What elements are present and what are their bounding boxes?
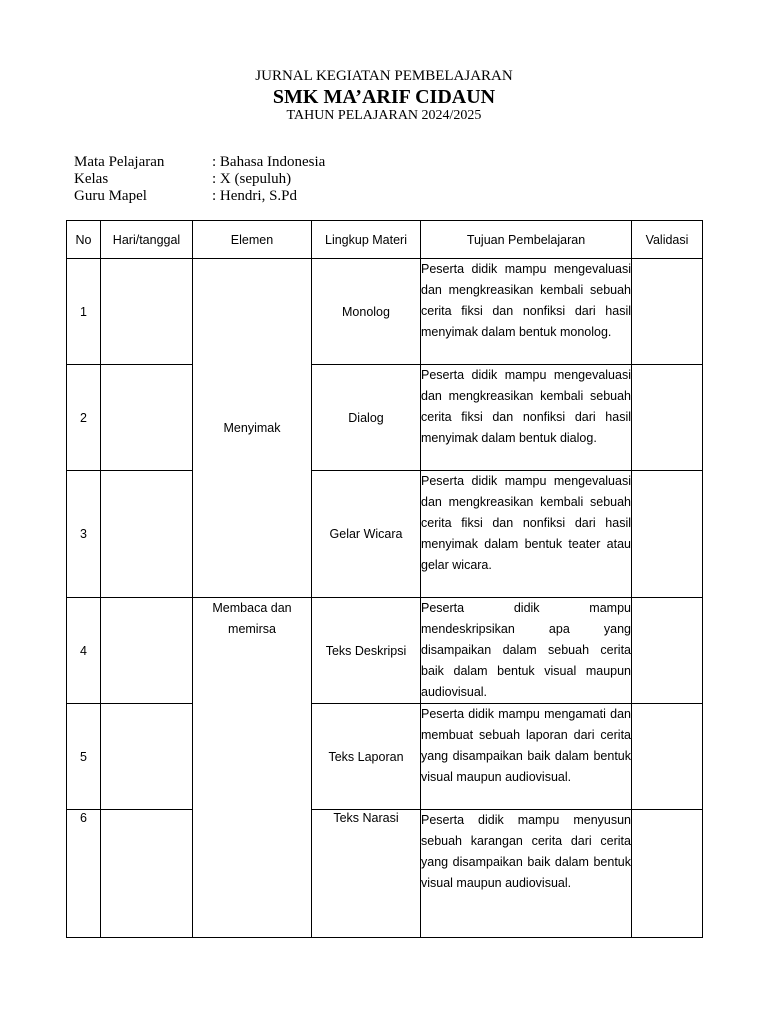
header-lingkup-materi: Lingkup Materi: [312, 221, 421, 259]
validasi-cell[interactable]: [632, 471, 703, 598]
header-elemen: Elemen: [193, 221, 312, 259]
info-row-kelas: [74, 171, 325, 188]
table-row: [67, 259, 703, 365]
row-number: 3: [67, 471, 101, 598]
kelas-label: Kelas: [74, 171, 109, 187]
table-row: [67, 471, 703, 598]
info-block: [74, 154, 325, 205]
row-number: 4: [67, 598, 101, 704]
materi-cell: Teks Laporan: [312, 704, 421, 810]
row-number: 1: [67, 259, 101, 365]
validasi-cell[interactable]: [632, 259, 703, 365]
table-row: [67, 810, 703, 938]
tujuan-cell: Peserta didik mampu mendeskripsikan apa yang disampaikan dalam sebuah cerita baik dalam bentuk visual maupun audiovisual.: [421, 598, 632, 704]
header-no: No: [67, 221, 101, 259]
row-number: 2: [67, 365, 101, 471]
materi-cell: Monolog: [312, 259, 421, 365]
mapel-value: : Bahasa Indonesia: [212, 154, 326, 170]
tujuan-cell: Peserta didik mampu mengevaluasi dan mengkreasikan kembali sebuah cerita fiksi dan nonfiksi dari hasil menyimak dalam bentuk monolog.: [421, 259, 632, 365]
hari-tanggal-cell[interactable]: [101, 810, 193, 938]
guru-label: Guru Mapel: [74, 188, 147, 204]
kelas-value: : X (sepuluh): [212, 171, 292, 187]
journal-table: [66, 220, 703, 938]
materi-cell: Teks Narasi: [312, 810, 421, 938]
tujuan-cell: Peserta didik mampu mengevaluasi dan mengkreasikan kembali sebuah cerita fiksi dan nonfiksi dari hasil menyimak dalam bentuk dialog.: [421, 365, 632, 471]
hari-tanggal-cell[interactable]: [101, 365, 193, 471]
info-row-guru: [74, 188, 325, 205]
hari-tanggal-cell[interactable]: [101, 704, 193, 810]
school-name: SMK MA’ARIF CIDAUN: [272, 86, 496, 108]
guru-value: : Hendri, S.Pd: [212, 188, 298, 204]
document-heading: JURNAL KEGIATAN PEMBELAJARAN: [255, 68, 513, 84]
elemen-cell: Membaca dan memirsa: [193, 598, 312, 938]
materi-cell: Teks Deskripsi: [312, 598, 421, 704]
tujuan-cell: Peserta didik mampu mengevaluasi dan mengkreasikan kembali sebuah cerita fiksi dan nonfiksi dari hasil menyimak dalam bentuk teater atau gelar wicara.: [421, 471, 632, 598]
table-row: [67, 704, 703, 810]
validasi-cell[interactable]: [632, 810, 703, 938]
header-hari-tanggal: Hari/tanggal: [101, 221, 193, 259]
materi-cell: Gelar Wicara: [312, 471, 421, 598]
elemen-cell: Menyimak: [193, 259, 312, 598]
info-row-mapel: [74, 154, 325, 171]
header-tujuan: Tujuan Pembelajaran: [421, 221, 632, 259]
validasi-cell[interactable]: [632, 704, 703, 810]
materi-cell: Dialog: [312, 365, 421, 471]
header-validasi: Validasi: [632, 221, 703, 259]
table-row: [67, 598, 703, 704]
hari-tanggal-cell[interactable]: [101, 598, 193, 704]
row-number: 6: [67, 810, 101, 938]
hari-tanggal-cell[interactable]: [101, 259, 193, 365]
table-header-row: [67, 221, 703, 259]
mapel-label: Mata Pelajaran: [74, 154, 165, 170]
academic-year: TAHUN PELAJARAN 2024/2025: [286, 108, 482, 123]
hari-tanggal-cell[interactable]: [101, 471, 193, 598]
table-row: [67, 365, 703, 471]
tujuan-cell: Peserta didik mampu mengamati dan membuat sebuah laporan dari cerita yang disampaikan baik dalam bentuk visual maupun audiovisual.: [421, 704, 632, 810]
tujuan-cell: Peserta didik mampu menyusun sebuah karangan cerita dari cerita yang disampaikan baik dalam bentuk visual maupun audiovisual.: [421, 810, 632, 938]
validasi-cell[interactable]: [632, 365, 703, 471]
row-number: 5: [67, 704, 101, 810]
validasi-cell[interactable]: [632, 598, 703, 704]
